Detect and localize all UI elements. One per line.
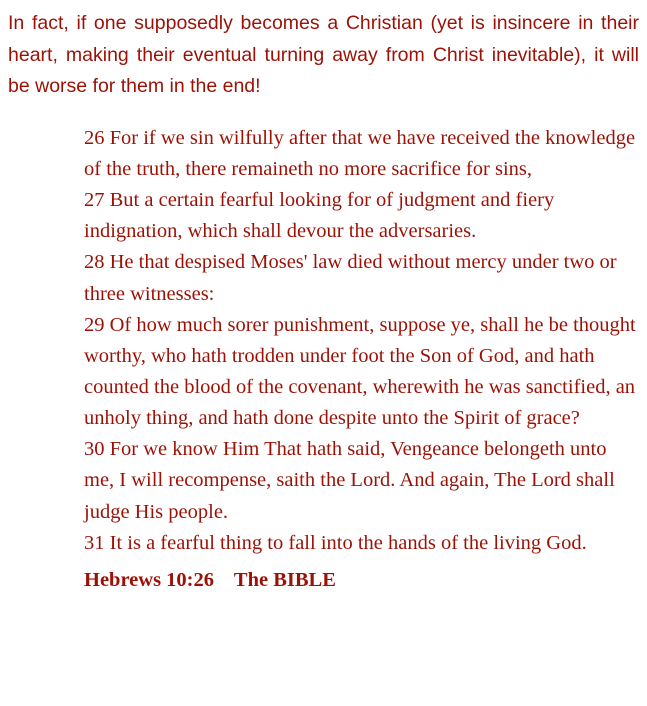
intro-text: In fact, if one supposedly becomes a Christian (yet is insincere in their heart, making their eventual turning away from Christ inevitable), it will be worse for them in the end! — [8, 12, 639, 98]
scripture-block — [0, 123, 647, 596]
verse-26: 26 For if we sin wilfully after that we have received the knowledge of the truth, there remaineth no more sacrifice for sins, — [84, 126, 636, 180]
verse-31: 31 It is a fearful thing to fall into the hands of the living God. — [84, 531, 587, 554]
intro-paragraph — [0, 0, 647, 103]
reference-citation: Hebrews 10:26 — [84, 568, 215, 591]
scripture-reference — [84, 565, 637, 596]
verse-30: 30 For we know Him That hath said, Vengeance belongeth unto me, I will recompense, saith the Lord. And again, The Lord shall judge His people. — [84, 438, 615, 523]
verse-27: 27 But a certain fearful looking for of judgment and fiery indignation, which shall devour the adversaries. — [84, 189, 555, 243]
reference-source: The BIBLE — [233, 568, 336, 591]
verse-28: 28 He that despised Moses' law died without mercy under two or three witnesses: — [84, 251, 617, 305]
verse-29: 29 Of how much sorer punishment, suppose ye, shall he be thought worthy, who hath trodden under foot the Son of God, and hath counted the blood of the covenant, wherewith he was sanctified, an unholy thing, and hath done despite unto the Spirit of grace? — [84, 313, 636, 430]
